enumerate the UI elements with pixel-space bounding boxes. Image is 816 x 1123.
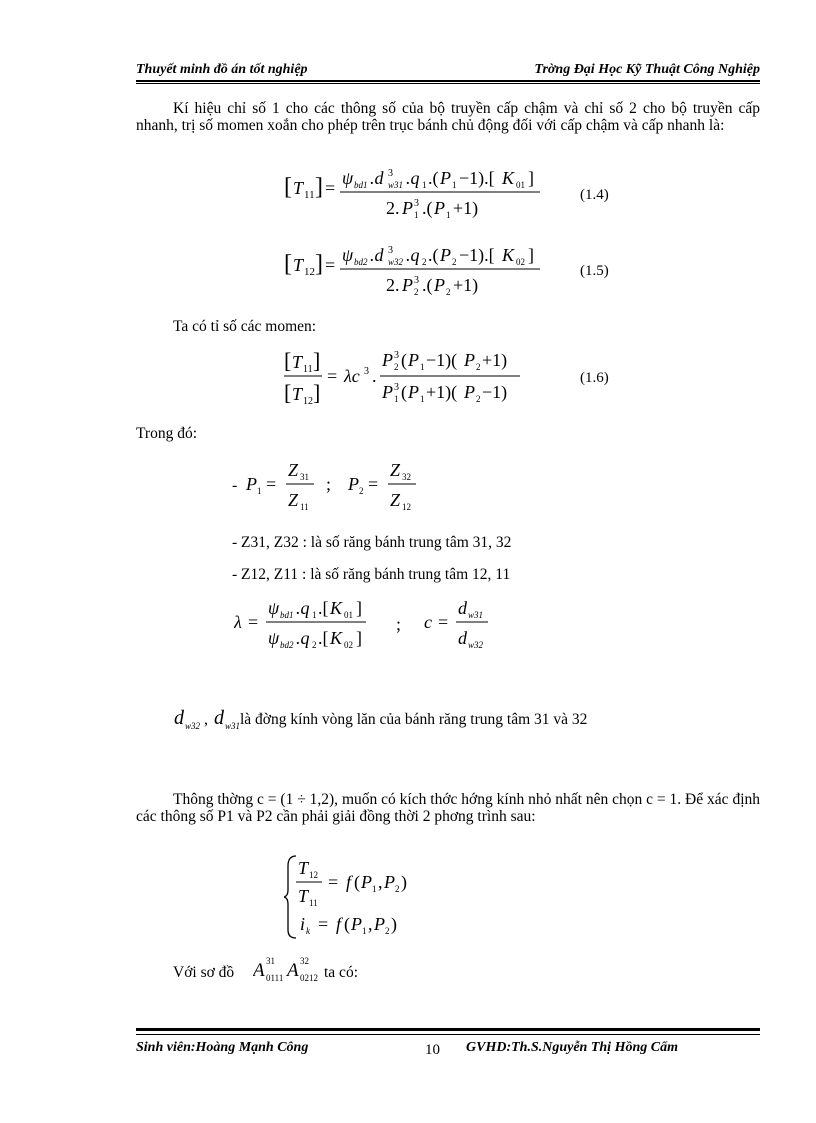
svg-text:.q: .q <box>296 628 310 648</box>
svg-text:w32: w32 <box>185 721 201 731</box>
svg-text:1: 1 <box>420 362 425 372</box>
svg-text:.d: .d <box>370 168 384 188</box>
svg-text:K: K <box>502 168 515 188</box>
svg-text:−1): −1) <box>482 382 508 402</box>
svg-text:1: 1 <box>257 486 262 496</box>
svg-text:Z: Z <box>390 490 401 510</box>
svg-text:]: ] <box>356 598 362 618</box>
svg-text:bd2: bd2 <box>354 257 368 267</box>
svg-text:1: 1 <box>422 180 427 190</box>
svg-text:2: 2 <box>452 257 457 267</box>
svg-text:]: ] <box>528 168 534 188</box>
svg-text:2: 2 <box>385 926 390 936</box>
svg-text:P: P <box>361 872 372 892</box>
svg-text:w32: w32 <box>388 257 404 267</box>
svg-text:]: ] <box>315 174 323 200</box>
svg-text:w32: w32 <box>468 640 484 650</box>
svg-text:P: P <box>402 275 413 295</box>
svg-text:01: 01 <box>516 180 525 190</box>
svg-text:T: T <box>298 858 309 878</box>
svg-text:1: 1 <box>452 180 457 190</box>
intro-paragraph: Kí hiệu chỉ số 1 cho các thông số của bộ truyền cấp chậm và chỉ số 2 cho bộ truyền cấp nhanh, trị số momen xoắn cho phép trên trục bánh chủ động đối với cấp chậm và cấp nhanh là: <box>136 100 760 134</box>
svg-text:1: 1 <box>394 394 399 404</box>
svg-text:f: f <box>346 872 352 892</box>
svg-text:P: P <box>434 198 445 218</box>
svg-text:T: T <box>292 384 303 404</box>
svg-text:0212: 0212 <box>300 973 318 983</box>
svg-text:3: 3 <box>394 382 399 393</box>
svg-text:,: , <box>204 711 208 728</box>
svg-text:2.: 2. <box>386 275 400 295</box>
svg-text:11: 11 <box>309 898 318 908</box>
svg-text:w31: w31 <box>468 610 484 620</box>
svg-text:1: 1 <box>414 210 419 220</box>
svg-text:.(: .( <box>428 168 439 188</box>
svg-text:31: 31 <box>266 956 275 966</box>
svg-text:P: P <box>374 914 385 934</box>
svg-text:.[: .[ <box>318 628 329 648</box>
svg-text:bd1: bd1 <box>280 610 294 620</box>
svg-text:f: f <box>336 914 342 934</box>
svg-text:): ) <box>391 914 397 934</box>
svg-text:3: 3 <box>394 350 399 361</box>
svg-text:bd1: bd1 <box>354 180 368 190</box>
svg-text:ψ: ψ <box>342 168 354 188</box>
equation-1-4 <box>284 160 554 225</box>
svg-text:.: . <box>372 366 377 386</box>
svg-text:]: ] <box>528 245 534 265</box>
svg-text:2: 2 <box>312 640 317 650</box>
svg-text:K: K <box>502 245 515 265</box>
svg-text:.q: .q <box>406 245 420 265</box>
svg-text:=: = <box>368 474 379 494</box>
svg-text:d: d <box>174 707 184 729</box>
svg-text:1: 1 <box>420 394 425 404</box>
svg-text:1: 1 <box>362 926 367 936</box>
svg-text:Z: Z <box>288 490 299 510</box>
svg-text:3: 3 <box>364 366 369 377</box>
svg-text:.q: .q <box>406 168 420 188</box>
svg-text:1: 1 <box>312 610 317 620</box>
svg-text:A: A <box>253 960 265 981</box>
svg-text:K: K <box>330 598 343 618</box>
svg-text:λc: λc <box>344 366 360 386</box>
equation-1-5 <box>284 237 554 302</box>
svg-text:2: 2 <box>414 287 419 297</box>
svg-text:A: A <box>287 960 299 981</box>
svg-text:;: ; <box>326 474 332 494</box>
where-label: Trong đó: <box>136 425 198 442</box>
footer-rule-thin <box>136 1034 760 1035</box>
svg-text:2: 2 <box>359 486 364 496</box>
svg-text:,: , <box>378 872 383 892</box>
svg-text:P: P <box>464 350 475 370</box>
eq-number-1-5: (1.5) <box>580 263 609 279</box>
svg-text:11: 11 <box>304 189 315 201</box>
svg-text:=: = <box>325 255 336 275</box>
page-number: 10 <box>425 1042 440 1058</box>
svg-text:bd2: bd2 <box>280 640 294 650</box>
svg-text:P: P <box>408 350 419 370</box>
svg-text:02: 02 <box>516 257 525 267</box>
svg-text:;: ; <box>396 614 402 634</box>
svg-text:P: P <box>434 275 445 295</box>
footer-supervisor: GVHD:Th.S.Nguyễn Thị Hồng Cẩm <box>466 1040 678 1055</box>
page-header <box>136 62 760 82</box>
svg-text:Z: Z <box>390 460 401 480</box>
scheme-text-pre: Với sơ đồ <box>173 964 235 981</box>
svg-text:=: = <box>325 178 336 198</box>
svg-text:T: T <box>293 178 304 198</box>
dw-description: là đờng kính vòng lăn của bánh răng trung tâm 31 và 32 <box>240 711 588 728</box>
svg-text:d: d <box>458 598 467 618</box>
svg-text:P: P <box>464 382 475 402</box>
eq-number-1-4: (1.4) <box>580 187 609 203</box>
header-left-title: Thuyết minh đồ án tốt nghiệp <box>136 62 308 77</box>
svg-text:1: 1 <box>372 884 377 894</box>
svg-text:02: 02 <box>344 640 353 650</box>
svg-text:+1): +1) <box>453 198 479 218</box>
svg-text:=: = <box>438 612 449 632</box>
lambda-c-definitions <box>234 592 504 661</box>
svg-text:P: P <box>382 350 393 370</box>
svg-text:]: ] <box>356 628 362 648</box>
svg-text:K: K <box>330 628 343 648</box>
svg-text:i: i <box>300 914 306 934</box>
svg-text:]: ] <box>315 251 323 277</box>
svg-text:−1).[: −1).[ <box>459 245 495 265</box>
svg-text:,: , <box>368 914 373 934</box>
svg-text:2.: 2. <box>386 198 400 218</box>
svg-text:.[: .[ <box>318 598 329 618</box>
svg-text:=: = <box>328 872 339 892</box>
svg-text:P: P <box>402 198 413 218</box>
svg-text:P: P <box>384 872 395 892</box>
svg-text:−1)(: −1)( <box>426 350 458 370</box>
svg-text:11: 11 <box>303 364 313 375</box>
svg-text:P: P <box>408 382 419 402</box>
svg-text:32: 32 <box>402 472 411 482</box>
svg-text:12: 12 <box>309 870 318 880</box>
eq-number-1-6: (1.6) <box>580 370 609 386</box>
svg-text:=: = <box>266 474 277 494</box>
svg-text:3: 3 <box>388 168 393 179</box>
svg-text:P: P <box>440 245 451 265</box>
svg-text:.(: .( <box>422 198 433 218</box>
svg-text:+1)(: +1)( <box>426 382 458 402</box>
z-upper-definition: - Z31, Z32 : là số răng bánh trung tâm 31, 32 <box>232 534 512 551</box>
svg-text:T: T <box>292 352 303 372</box>
svg-text:.d: .d <box>370 245 384 265</box>
svg-text:(: ( <box>344 914 350 934</box>
svg-text:3: 3 <box>388 245 393 256</box>
svg-text:3: 3 <box>414 275 419 286</box>
svg-text:=: = <box>248 612 259 632</box>
svg-text:ψ: ψ <box>268 628 280 648</box>
svg-text:=: = <box>318 914 329 934</box>
svg-text:P: P <box>348 474 359 494</box>
svg-text:.q: .q <box>296 598 310 618</box>
svg-text:+1): +1) <box>453 275 479 295</box>
svg-text:(: ( <box>354 872 360 892</box>
svg-text:2: 2 <box>395 884 400 894</box>
svg-text:c: c <box>424 612 432 632</box>
header-right-title: Trờng Đại Học Kỹ Thuật Công Nghiệp <box>534 62 760 77</box>
svg-text:λ: λ <box>234 612 242 632</box>
svg-text:.(: .( <box>422 275 433 295</box>
equation-1-6 <box>284 344 544 415</box>
svg-text:2: 2 <box>394 362 399 372</box>
svg-text:−1).[: −1).[ <box>459 168 495 188</box>
svg-text:2: 2 <box>422 257 427 267</box>
svg-text:ψ: ψ <box>342 245 354 265</box>
svg-text:01: 01 <box>344 610 353 620</box>
svg-text:]: ] <box>313 348 321 373</box>
moment-ratio-intro: Ta có tỉ số các momen: <box>173 318 317 335</box>
svg-text:w31: w31 <box>388 180 404 190</box>
z-lower-definition: - Z12, Z11 : là số răng bánh trung tâm 12, 11 <box>232 566 511 583</box>
svg-text:[: [ <box>284 380 292 405</box>
svg-text:0111: 0111 <box>266 973 284 983</box>
svg-text:[: [ <box>284 174 292 200</box>
svg-text:+1): +1) <box>482 350 508 370</box>
svg-text:T: T <box>293 255 304 275</box>
design-note-paragraph: Thông thờng c = (1 ÷ 1,2), muốn có kích thớc hớng kính nhỏ nhất nên chọn c = 1. Để xác định các thông số P1 và P2 cần phải giải đồng thời 2 phơng trình sau: <box>136 791 760 825</box>
equation-system <box>284 852 454 947</box>
svg-text:12: 12 <box>304 266 315 278</box>
svg-text:P: P <box>440 168 451 188</box>
scheme-symbol <box>253 950 333 991</box>
svg-text:=: = <box>327 366 338 386</box>
svg-text:31: 31 <box>300 472 309 482</box>
svg-text:2: 2 <box>476 394 481 404</box>
svg-text:1: 1 <box>446 210 451 220</box>
svg-text:): ) <box>401 872 407 892</box>
svg-text:2: 2 <box>476 362 481 372</box>
svg-text:3: 3 <box>414 198 419 209</box>
svg-text:.(: .( <box>428 245 439 265</box>
svg-text:P: P <box>351 914 362 934</box>
svg-text:12: 12 <box>402 502 411 512</box>
footer-rule <box>136 1028 760 1031</box>
svg-text:-: - <box>232 477 238 494</box>
svg-text:[: [ <box>284 251 292 277</box>
svg-text:Z: Z <box>288 460 299 480</box>
svg-text:12: 12 <box>303 396 313 407</box>
header-rule <box>136 80 760 82</box>
svg-text:k: k <box>306 926 310 936</box>
svg-text:2: 2 <box>446 287 451 297</box>
svg-text:[: [ <box>284 348 292 373</box>
svg-text:P: P <box>382 382 393 402</box>
footer-student: Sinh viên:Hoàng Mạnh Công <box>136 1040 309 1055</box>
svg-text:P: P <box>246 474 257 494</box>
svg-text:T: T <box>298 886 309 906</box>
svg-text:w31: w31 <box>225 721 241 731</box>
svg-text:]: ] <box>313 380 321 405</box>
svg-text:d: d <box>214 707 224 729</box>
svg-text:d: d <box>458 628 467 648</box>
svg-text:(: ( <box>401 350 407 370</box>
p-definitions <box>232 456 432 521</box>
svg-text:32: 32 <box>300 956 309 966</box>
svg-text:11: 11 <box>300 502 309 512</box>
svg-text:(: ( <box>401 382 407 402</box>
svg-text:ψ: ψ <box>268 598 280 618</box>
scheme-text-post: ta có: <box>324 964 358 981</box>
header-rule-thin <box>136 83 760 84</box>
